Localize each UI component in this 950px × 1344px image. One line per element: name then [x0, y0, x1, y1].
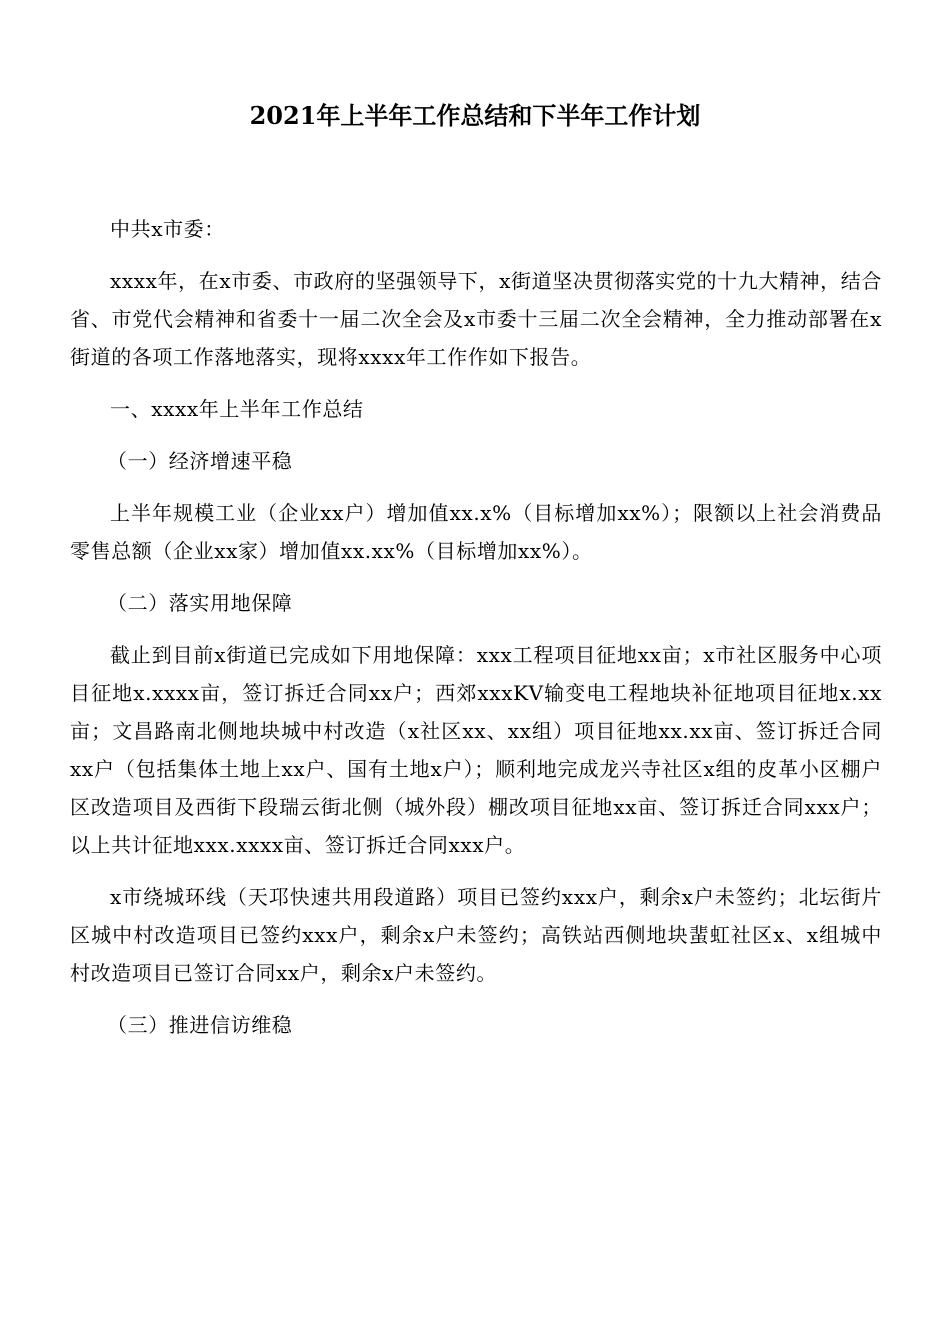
salutation: 中共x市委： — [110, 217, 225, 241]
document-title: 2021年上半年工作总结和下半年工作计划 — [249, 101, 701, 130]
economy-paragraph: 上半年规模工业（企业xx户）增加值xx.x%（目标增加xx%）；限额以上社会消费品零售总额（企业xx家）增加值xx.xx%（目标增加xx%）。 — [70, 501, 882, 563]
subsection-heading-petition: （三）推进信访维稳 — [107, 1013, 293, 1037]
section-heading: 一、xxxx年上半年工作总结 — [110, 397, 364, 421]
subsection-heading-economy: （一）经济增速平稳 — [107, 449, 293, 473]
intro-paragraph: xxxx年，在x市委、市政府的坚强领导下，x街道坚决贯彻落实党的十九大精神，结合省、市党代会精神和省委十一届二次全会及x市委十三届二次全会精神，全力推动部署在x街道的各项工作落地落实，现将xxxx年工作作如下报告。 — [70, 269, 882, 369]
document-body — [70, 210, 882, 1058]
land-paragraph-2: x市绕城环线（天邛快速共用段道路）项目已签约xxx户，剩余x户未签约；北坛街片区城中村改造项目已签约xxx户，剩余x户未签约；高铁站西侧地块蜚虹社区x、x组城中村改造项目已签订合同xx户，剩余x户未签约。 — [70, 885, 882, 985]
subsection-heading-land: （二）落实用地保障 — [107, 591, 293, 615]
land-paragraph-1: 截止到目前x街道已完成如下用地保障：xxx工程项目征地xx亩；x市社区服务中心项目征地x.xxxx亩，签订拆迁合同xx户；西郊xxxKV输变电工程地块补征地项目征地x.xx亩；文昌路南北侧地块城中村改造（x社区xx、xx组）项目征地xx.xx亩、签订拆迁合同xx户（包括集体土地上xx户、国有土地x户）；顺利地完成龙兴寺社区x组的皮革小区棚户区改造项目及西街下段瑞云街北侧（城外段）棚改项目征地xx亩、签订拆迁合同xxx户；以上共计征地xxx.xxxx亩、签订拆迁合同xxx户。 — [70, 643, 882, 857]
